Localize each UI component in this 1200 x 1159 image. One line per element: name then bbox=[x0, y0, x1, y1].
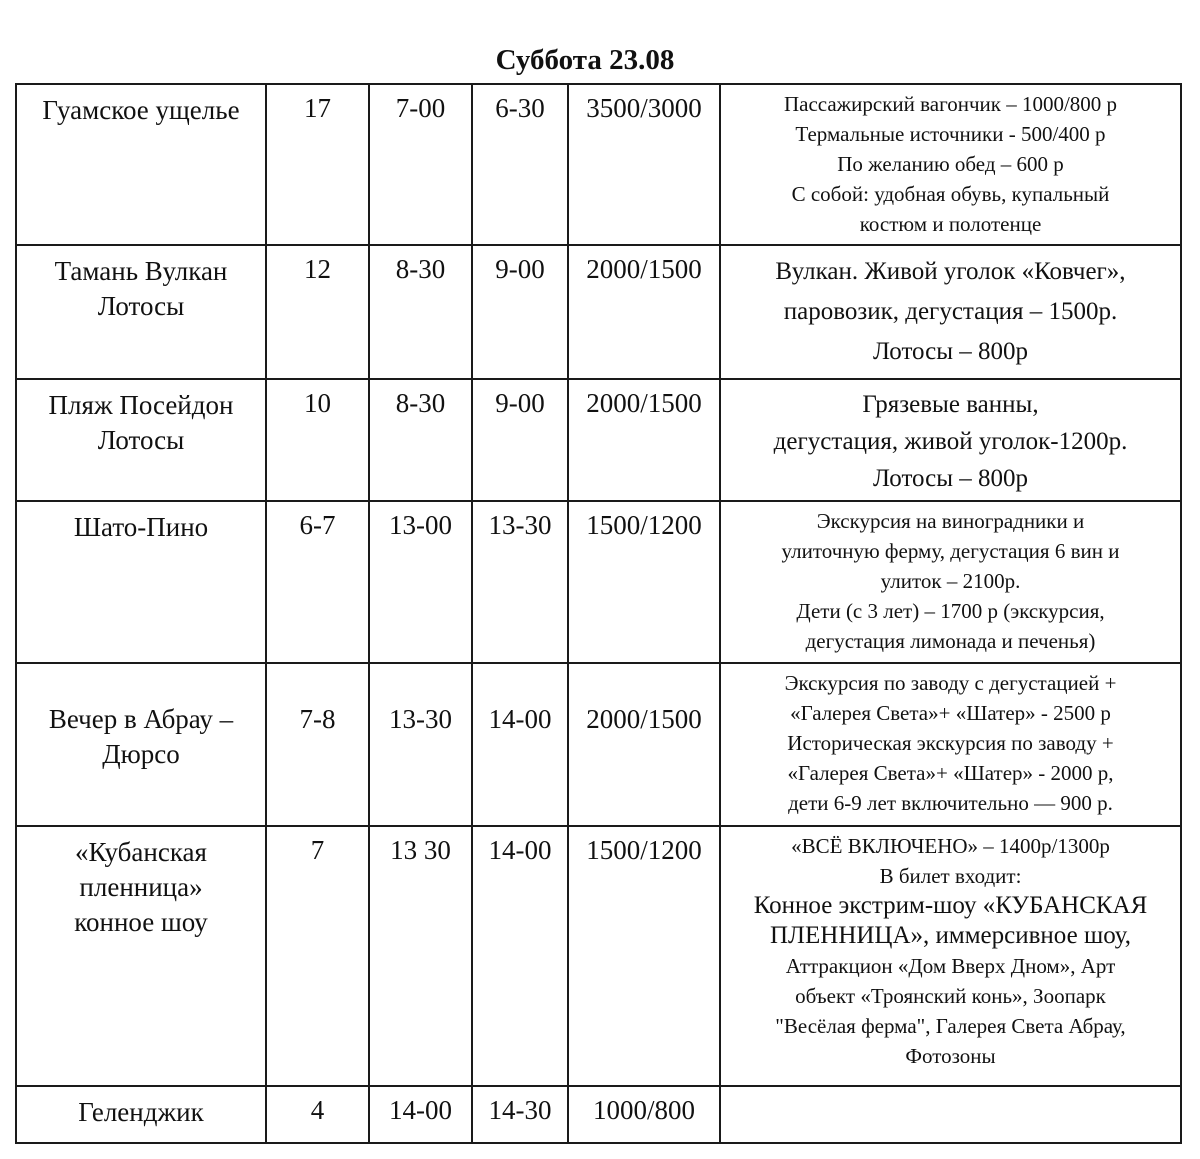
note-line: улиточную ферму, дегустация 6 вин и bbox=[781, 539, 1120, 563]
pickup-time-cell: 6-30 bbox=[472, 84, 568, 245]
note-line: «Галерея Света»+ «Шатер» - 2500 р bbox=[790, 701, 1111, 725]
note-line: Лотосы – 800р bbox=[872, 465, 1029, 492]
duration-cell: 7-8 bbox=[266, 663, 369, 826]
pickup-time-cell: 14-00 bbox=[472, 826, 568, 1086]
page-title: Суббота 23.08 bbox=[495, 44, 675, 76]
departure-time-cell: 8-30 bbox=[369, 379, 472, 501]
excursion-name-cell bbox=[16, 663, 266, 826]
departure-time-cell: 13 30 bbox=[369, 826, 472, 1086]
pickup-time-cell: 14-30 bbox=[472, 1086, 568, 1143]
excursion-name-cell bbox=[16, 379, 266, 501]
note-line: "Весёлая ферма", Галерея Света Абрау, bbox=[775, 1014, 1126, 1038]
notes-cell bbox=[720, 245, 1181, 379]
note-line: Аттракцион «Дом Вверх Дном», Арт bbox=[785, 954, 1116, 978]
duration-cell: 17 bbox=[266, 84, 369, 245]
duration-cell: 4 bbox=[266, 1086, 369, 1143]
table-row bbox=[16, 245, 1181, 379]
note-line: Историческая экскурсия по заводу + bbox=[787, 731, 1114, 755]
departure-time-cell: 13-30 bbox=[369, 663, 472, 826]
note-line: костюм и полотенце bbox=[859, 212, 1042, 236]
notes-cell bbox=[720, 501, 1181, 663]
note-line: Экскурсия на виноградники и bbox=[816, 509, 1085, 533]
price-cell: 1000/800 bbox=[568, 1086, 720, 1143]
notes-cell bbox=[720, 84, 1181, 245]
excursion-name-cell bbox=[16, 84, 266, 245]
note-line: Термальные источники - 500/400 р bbox=[795, 122, 1106, 146]
excursion-name-line: Геленджик bbox=[78, 1097, 204, 1127]
note-line: Конное экстрим-шоу «КУБАНСКАЯ bbox=[753, 892, 1148, 919]
excursion-name-line: Вечер в Абрау – bbox=[48, 704, 234, 734]
pickup-time-cell: 9-00 bbox=[472, 379, 568, 501]
note-line: улиток – 2100р. bbox=[880, 569, 1021, 593]
duration-cell: 7 bbox=[266, 826, 369, 1086]
excursion-name-line: Тамань Вулкан bbox=[54, 256, 228, 286]
table-row bbox=[16, 84, 1181, 245]
excursion-name-cell bbox=[16, 245, 266, 379]
departure-time-cell: 7-00 bbox=[369, 84, 472, 245]
pickup-time-cell: 9-00 bbox=[472, 245, 568, 379]
note-line: объект «Троянский конь», Зоопарк bbox=[795, 984, 1106, 1008]
excursion-name-cell bbox=[16, 1086, 266, 1143]
note-line: «Галерея Света»+ «Шатер» - 2000 р, bbox=[787, 761, 1114, 785]
price-cell: 1500/1200 bbox=[568, 826, 720, 1086]
price-cell: 2000/1500 bbox=[568, 663, 720, 826]
note-line: Вулкан. Живой уголок «Ковчег», bbox=[775, 258, 1126, 285]
note-line: «ВСЁ ВКЛЮЧЕНО» – 1400р/1300р bbox=[791, 834, 1110, 858]
excursion-name-line: Лотосы bbox=[97, 425, 185, 455]
table-row bbox=[16, 1086, 1181, 1143]
departure-time-cell: 13-00 bbox=[369, 501, 472, 663]
note-line: дети 6-9 лет включительно — 900 р. bbox=[788, 791, 1113, 815]
note-line: Фотозоны bbox=[905, 1044, 996, 1068]
pickup-time-cell: 14-00 bbox=[472, 663, 568, 826]
table-row bbox=[16, 826, 1181, 1086]
excursion-name-line: «Кубанская bbox=[75, 837, 207, 867]
excursion-name-line: конное шоу bbox=[74, 907, 208, 937]
duration-cell: 6-7 bbox=[266, 501, 369, 663]
note-line: В билет входит: bbox=[879, 864, 1022, 888]
note-line: паровозик, дегустация – 1500р. bbox=[783, 298, 1118, 325]
note-line: Пассажирский вагончик – 1000/800 р bbox=[783, 92, 1118, 116]
price-cell: 3500/3000 bbox=[568, 84, 720, 245]
departure-time-cell: 14-00 bbox=[369, 1086, 472, 1143]
table-row bbox=[16, 663, 1181, 826]
note-line: ПЛЕННИЦА», иммерсивное шоу, bbox=[769, 922, 1132, 949]
pickup-time-cell: 13-30 bbox=[472, 501, 568, 663]
excursion-name-cell bbox=[16, 826, 266, 1086]
excursion-name-line: Пляж Посейдон bbox=[48, 390, 234, 420]
excursion-name-cell bbox=[16, 501, 266, 663]
departure-time-cell: 8-30 bbox=[369, 245, 472, 379]
note-line: Лотосы – 800р bbox=[872, 338, 1029, 365]
notes-cell bbox=[720, 826, 1181, 1086]
price-cell: 1500/1200 bbox=[568, 501, 720, 663]
note-line: С собой: удобная обувь, купальный bbox=[791, 182, 1110, 206]
excursion-name-line: Лотосы bbox=[97, 291, 185, 321]
notes-cell bbox=[720, 663, 1181, 826]
excursion-name-line: Гуамское ущелье bbox=[42, 95, 240, 125]
notes-cell bbox=[720, 1086, 1181, 1143]
duration-cell: 12 bbox=[266, 245, 369, 379]
note-line: Экскурсия по заводу с дегустацией + bbox=[784, 671, 1117, 695]
excursion-name-line: Дюрсо bbox=[102, 739, 180, 769]
excursion-name-line: Шато-Пино bbox=[73, 512, 209, 542]
excursion-table bbox=[15, 83, 1182, 1144]
price-cell: 2000/1500 bbox=[568, 379, 720, 501]
note-line: Дети (с 3 лет) – 1700 р (экскурсия, bbox=[796, 599, 1105, 623]
notes-cell bbox=[720, 379, 1181, 501]
table-row bbox=[16, 379, 1181, 501]
duration-cell: 10 bbox=[266, 379, 369, 501]
excursion-name-line: пленница» bbox=[79, 872, 203, 902]
note-line: дегустация лимонада и печенья) bbox=[805, 629, 1096, 653]
price-cell: 2000/1500 bbox=[568, 245, 720, 379]
note-line: дегустация, живой уголок-1200р. bbox=[773, 428, 1128, 455]
note-line: По желанию обед – 600 р bbox=[837, 152, 1064, 176]
note-line: Грязевые ванны, bbox=[862, 391, 1039, 418]
table-row bbox=[16, 501, 1181, 663]
